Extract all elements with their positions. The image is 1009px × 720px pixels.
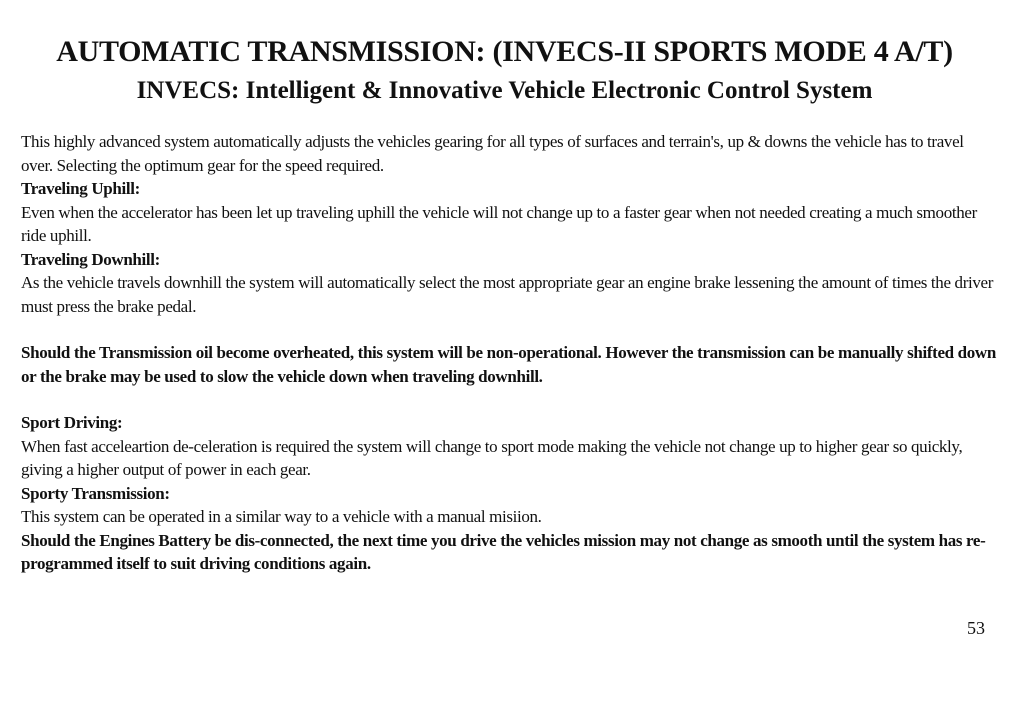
sporty-transmission-heading: Sporty Transmission: <box>21 483 170 503</box>
sport-driving-heading: Sport Driving: <box>21 413 123 432</box>
spacer <box>21 388 996 411</box>
spacer <box>21 318 996 341</box>
page-title: AUTOMATIC TRANSMISSION: (INVECS-II SPORTS MODE 4 A/T) <box>56 35 953 68</box>
uphill-heading: Traveling Uphill: <box>21 179 140 198</box>
overheat-warning: Should the Transmission oil become overheated, this system will be non-operational. However the transmission can be manually shifted down or the brake may be used to slow the vehicle down when traveling downhill. <box>21 343 996 386</box>
page-number: 53 <box>967 618 985 638</box>
body-text <box>21 130 996 576</box>
downhill-heading: Traveling Downhill: <box>21 249 160 269</box>
page-subtitle: INVECS: Intelligent & Innovative Vehicle Electronic Control System <box>136 77 873 104</box>
sporty-transmission-paragraph: This system can be operated in a similar way to a vehicle with a manual misiion. <box>21 507 542 526</box>
downhill-paragraph: As the vehicle travels downhill the system will automatically select the most appropriate gear an engine brake lessening the amount of times the driver must press the brake pedal. <box>21 273 994 316</box>
intro-paragraph: This highly advanced system automatically adjusts the vehicles gearing for all types of surfaces and terrain's, up & downs the vehicle has to travel over. Selecting the optimum gear for the speed required. <box>21 132 964 175</box>
battery-warning: Should the Engines Battery be dis-connected, the next time you drive the vehicles mission may not change as smooth until the system has re-programmed itself to suit driving conditions again. <box>21 530 986 573</box>
sport-driving-paragraph: When fast acceleartion de-celeration is required the system will change to sport mode making the vehicle not change up to higher gear so quickly, giving a higher output of power in each gear. <box>21 436 963 479</box>
uphill-paragraph: Even when the accelerator has been let up traveling uphill the vehicle will not change up to a faster gear when not needed creating a much smoother ride uphill. <box>21 202 977 245</box>
